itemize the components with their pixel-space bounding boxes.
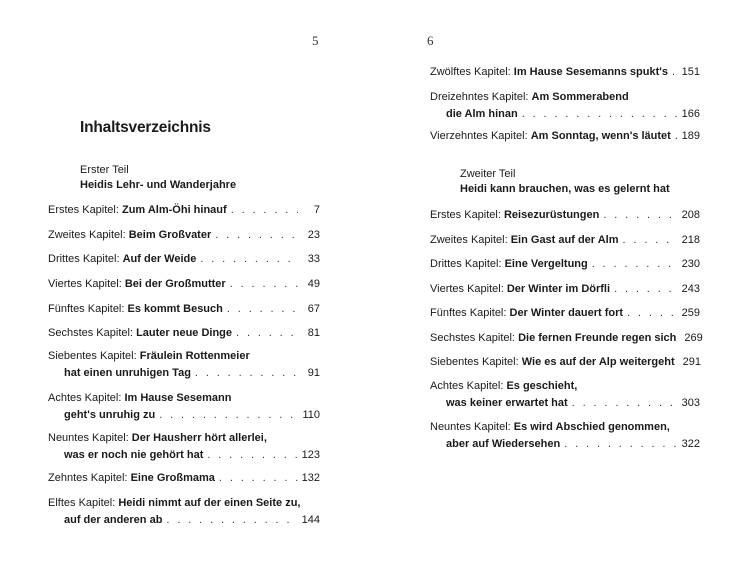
chapter-label: Erstes Kapitel: bbox=[430, 209, 501, 221]
dot-leader bbox=[627, 305, 678, 322]
chapter-label: Achtes Kapitel: bbox=[430, 380, 504, 392]
toc-entry bbox=[430, 354, 700, 371]
dot-leader bbox=[219, 470, 298, 487]
page-ref: 67 bbox=[307, 303, 320, 315]
chapter-title: Heidi nimmt auf der einen Seite zu, bbox=[118, 497, 301, 509]
chapter-title-continued: hat einen unruhigen Tag bbox=[64, 367, 191, 379]
toc-entry bbox=[430, 419, 700, 453]
toc-entry-line bbox=[48, 407, 320, 424]
toc-entry bbox=[430, 256, 700, 273]
chapter-title: Im Hause Sesemann bbox=[124, 392, 232, 404]
chapter-title: Im Hause Sesemanns spukt's bbox=[513, 66, 669, 78]
dot-leader bbox=[592, 256, 678, 273]
toc-entry bbox=[48, 470, 320, 487]
toc-entry-line bbox=[48, 276, 320, 293]
toc-entry-line bbox=[430, 256, 700, 273]
page-ref: 218 bbox=[681, 234, 700, 246]
page-ref: 123 bbox=[301, 449, 320, 461]
chapter-title-continued: geht's unruhig zu bbox=[64, 409, 156, 421]
dot-leader bbox=[572, 395, 678, 412]
toc-entry-line bbox=[430, 89, 700, 106]
toc-entry-line bbox=[430, 128, 700, 145]
chapter-title-continued: was keiner erwartet hat bbox=[446, 397, 568, 409]
chapter-label: Achtes Kapitel: bbox=[48, 392, 122, 404]
page-ref: 144 bbox=[301, 514, 320, 526]
page-ref: 33 bbox=[307, 253, 320, 265]
part-two-heading bbox=[460, 167, 670, 197]
dot-leader bbox=[675, 128, 678, 145]
page-ref: 81 bbox=[307, 327, 320, 339]
chapter-label: Drittes Kapitel: bbox=[48, 253, 120, 265]
toc-entry-line bbox=[430, 106, 700, 123]
chapter-title: Lauter neue Dinge bbox=[136, 327, 233, 339]
toc-entry bbox=[48, 495, 320, 529]
toc-entry bbox=[430, 378, 700, 412]
chapter-title: Wie es auf der Alp weitergeht bbox=[521, 356, 675, 368]
dot-leader bbox=[564, 436, 677, 453]
toc-entry-line bbox=[430, 232, 700, 249]
chapter-title: Eine Vergeltung bbox=[504, 258, 588, 270]
toc-entry bbox=[430, 305, 700, 322]
toc-entry-line bbox=[48, 202, 320, 219]
toc-entry-line bbox=[430, 419, 700, 436]
chapter-title: Zum Alm-Öhi hinauf bbox=[121, 204, 227, 216]
chapter-label: Zwölftes Kapitel: bbox=[430, 66, 511, 78]
chapter-label: Vierzehntes Kapitel: bbox=[430, 130, 528, 142]
chapter-title-continued: die Alm hinan bbox=[446, 108, 518, 120]
chapter-title: Fräulein Rottenmeier bbox=[139, 350, 250, 362]
chapter-title: Der Winter im Dörfli bbox=[506, 283, 611, 295]
chapter-title: Bei der Großmutter bbox=[124, 278, 226, 290]
dot-leader bbox=[195, 365, 298, 382]
page-ref: 189 bbox=[681, 130, 700, 142]
chapter-title: Es wird Abschied genommen, bbox=[513, 421, 670, 433]
chapter-label: Drittes Kapitel: bbox=[430, 258, 502, 270]
toc-entry-line bbox=[430, 64, 700, 81]
page-ref: 7 bbox=[313, 204, 320, 216]
toc-entry bbox=[48, 227, 320, 244]
chapter-label: Neuntes Kapitel: bbox=[430, 421, 511, 433]
dot-leader bbox=[200, 251, 298, 268]
page-number-left: 5 bbox=[312, 33, 319, 48]
chapter-label: Sechstes Kapitel: bbox=[430, 332, 515, 344]
dot-leader bbox=[672, 64, 678, 81]
chapter-title: Beim Großvater bbox=[128, 229, 212, 241]
part-one-label: Erster Teil bbox=[80, 164, 129, 176]
toc-entry-line bbox=[48, 447, 320, 464]
dot-leader bbox=[603, 207, 677, 224]
toc-entry-line bbox=[48, 227, 320, 244]
dot-leader bbox=[236, 325, 298, 342]
chapter-label: Dreizehntes Kapitel: bbox=[430, 91, 529, 103]
toc-entry-line bbox=[48, 325, 320, 342]
page-ref: 208 bbox=[681, 209, 700, 221]
chapter-title: Auf der Weide bbox=[122, 253, 197, 265]
page-ref: 230 bbox=[681, 258, 700, 270]
chapter-title-continued: was er noch nie gehört hat bbox=[64, 449, 204, 461]
toc-entry bbox=[48, 390, 320, 424]
toc-entry bbox=[430, 330, 703, 347]
page-ref: 166 bbox=[681, 108, 700, 120]
dot-leader bbox=[522, 106, 678, 123]
toc-entry-line bbox=[430, 305, 700, 322]
part-one-subtitle: Heidis Lehr- und Wanderjahre bbox=[80, 179, 237, 191]
toc-entry-line bbox=[48, 430, 320, 447]
toc-entry-line bbox=[48, 301, 320, 318]
toc-entry-line bbox=[48, 495, 320, 512]
part-one-heading bbox=[80, 163, 236, 193]
dot-leader bbox=[227, 301, 298, 318]
chapter-title: Am Sommerabend bbox=[531, 91, 629, 103]
page-ref: 91 bbox=[307, 367, 320, 379]
dot-leader bbox=[207, 447, 297, 464]
toc-entry-line bbox=[48, 470, 320, 487]
chapter-title: Ein Gast auf der Alm bbox=[510, 234, 619, 246]
dot-leader bbox=[215, 227, 298, 244]
toc-entry-line bbox=[48, 512, 320, 529]
toc-entry bbox=[48, 325, 320, 342]
chapter-label: Zweites Kapitel: bbox=[430, 234, 508, 246]
dot-leader bbox=[230, 276, 298, 293]
chapter-title: Der Hausherr hört allerlei, bbox=[131, 432, 267, 444]
page-ref: 49 bbox=[307, 278, 320, 290]
chapter-label: Zweites Kapitel: bbox=[48, 229, 126, 241]
chapter-title-continued: aber auf Wiedersehen bbox=[446, 438, 561, 450]
chapter-label: Sechstes Kapitel: bbox=[48, 327, 133, 339]
toc-entry-line bbox=[430, 281, 700, 298]
toc-entry-line bbox=[430, 354, 700, 371]
toc-entry-line bbox=[430, 207, 700, 224]
chapter-label: Zehntes Kapitel: bbox=[48, 472, 128, 484]
chapter-title: Der Winter dauert fort bbox=[509, 307, 624, 319]
dot-leader bbox=[231, 202, 298, 219]
toc-entry bbox=[430, 207, 700, 224]
toc-entry bbox=[430, 281, 700, 298]
toc-entry bbox=[48, 202, 320, 219]
chapter-title: Eine Großmama bbox=[130, 472, 215, 484]
dot-leader bbox=[166, 512, 297, 529]
toc-entry bbox=[48, 301, 320, 318]
chapter-title: Die fernen Freunde regen sich bbox=[518, 332, 677, 344]
page-ref: 151 bbox=[681, 66, 700, 78]
dot-leader bbox=[623, 232, 678, 249]
page-ref: 23 bbox=[307, 229, 320, 241]
chapter-label: Erstes Kapitel: bbox=[48, 204, 119, 216]
chapter-title-continued: auf der anderen ab bbox=[64, 514, 163, 526]
toc-entry bbox=[430, 232, 700, 249]
toc-entry-line bbox=[48, 251, 320, 268]
chapter-title: Es kommt Besuch bbox=[127, 303, 223, 315]
chapter-label: Viertes Kapitel: bbox=[48, 278, 122, 290]
toc-entry-line bbox=[430, 436, 700, 453]
chapter-title: Es geschieht, bbox=[506, 380, 578, 392]
part-two-subtitle: Heidi kann brauchen, was es gelernt hat bbox=[460, 183, 670, 195]
page-ref: 291 bbox=[682, 356, 702, 368]
dot-leader bbox=[614, 281, 678, 298]
page-number-right: 6 bbox=[427, 33, 434, 48]
toc-entry bbox=[430, 89, 700, 123]
dot-leader bbox=[159, 407, 298, 424]
toc-entry bbox=[48, 430, 320, 464]
toc-title: Inhaltsverzeichnis bbox=[80, 119, 211, 136]
page-ref: 243 bbox=[681, 283, 700, 295]
chapter-title: Reisezurüstungen bbox=[503, 209, 600, 221]
toc-entry-line bbox=[430, 395, 700, 412]
toc-entry-line bbox=[48, 365, 320, 382]
chapter-title: Am Sonntag, wenn's läutet bbox=[530, 130, 671, 142]
toc-entry-line bbox=[430, 378, 700, 395]
page-ref: 132 bbox=[301, 472, 320, 484]
chapter-label: Fünftes Kapitel: bbox=[430, 307, 507, 319]
toc-entry bbox=[430, 128, 700, 145]
chapter-label: Siebentes Kapitel: bbox=[48, 350, 137, 362]
page-ref: 259 bbox=[681, 307, 700, 319]
chapter-label: Siebentes Kapitel: bbox=[430, 356, 519, 368]
toc-entry bbox=[48, 251, 320, 268]
page-ref: 303 bbox=[681, 397, 700, 409]
page-ref: 269 bbox=[684, 332, 703, 344]
chapter-label: Fünftes Kapitel: bbox=[48, 303, 125, 315]
toc-entry-line bbox=[430, 330, 703, 347]
toc-entry bbox=[48, 276, 320, 293]
toc-entry bbox=[430, 64, 700, 81]
page-ref: 110 bbox=[302, 409, 320, 421]
part-two-label: Zweiter Teil bbox=[460, 168, 516, 180]
chapter-label: Elftes Kapitel: bbox=[48, 497, 116, 509]
page-ref: 322 bbox=[681, 438, 700, 450]
toc-entry-line bbox=[48, 390, 320, 407]
chapter-label: Neuntes Kapitel: bbox=[48, 432, 129, 444]
toc-entry bbox=[48, 348, 320, 382]
toc-entry-line bbox=[48, 348, 320, 365]
chapter-label: Viertes Kapitel: bbox=[430, 283, 504, 295]
